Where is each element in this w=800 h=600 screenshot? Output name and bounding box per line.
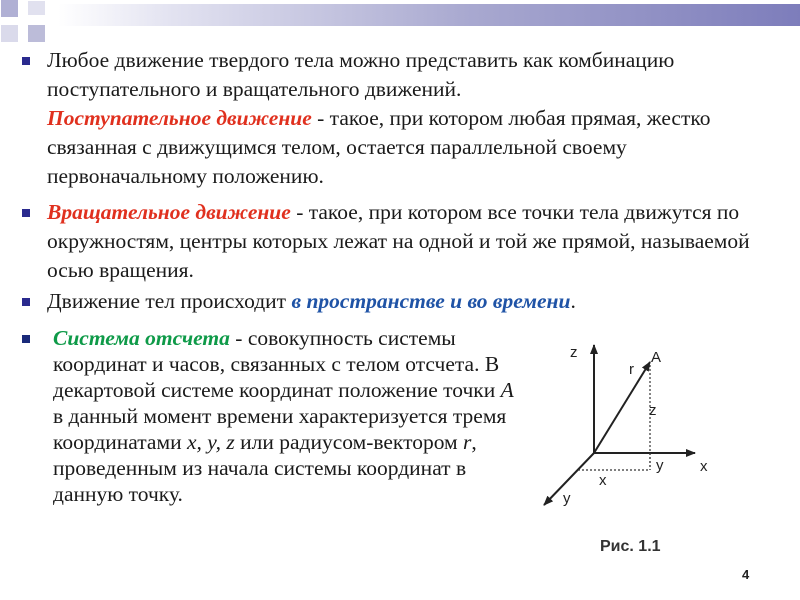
paragraph-space-time	[47, 287, 787, 316]
corner-square-decoration	[1, 0, 18, 17]
y-coordinate-label: y	[656, 457, 664, 474]
y-axis-label: y	[563, 490, 571, 507]
definition-rotational: - такое, при котором все точки тела движутся по окружностям, центры которых лежат на одной и той же прямой, называемой осью вращения.	[47, 200, 750, 282]
radius-vector-line	[594, 362, 650, 453]
corner-square-decoration	[28, 25, 45, 42]
corner-square-decoration	[1, 25, 18, 42]
bullet-icon	[22, 298, 30, 306]
space-time-emphasis: в пространстве и во времени	[291, 289, 571, 313]
paragraph-motion-types	[47, 46, 792, 191]
bullet-icon	[22, 335, 30, 343]
reference-frame-text-3: или радиусом-вектором	[234, 430, 464, 454]
term-rotational: Вращательное движение	[47, 200, 291, 224]
title-bar-decoration	[58, 4, 800, 26]
space-time-start: Движение тел происходит	[47, 289, 292, 313]
intro-text: Любое движение твердого тела можно представить как комбинацию поступательного и вращательного движений.	[47, 48, 675, 101]
reference-frame-text-1: - совокупность системы координат и часов, связанных с телом отсчета. В декартовой системе координат положение точки	[53, 326, 501, 402]
page-number: 4	[742, 567, 750, 582]
reference-frame-text-4: , проведенным из начала системы координат в данную точку.	[53, 430, 477, 506]
term-reference-frame: Система отсчета	[53, 326, 230, 350]
point-a-label: A	[500, 378, 514, 402]
corner-square-decoration	[28, 1, 45, 15]
bullet-icon	[22, 57, 30, 65]
z-coordinate-label: z	[649, 402, 657, 419]
figure-caption: Рис. 1.1	[600, 538, 661, 555]
coordinate-system-diagram	[530, 335, 720, 515]
paragraph-reference-frame	[53, 325, 523, 507]
radius-vector-label: r	[463, 430, 472, 454]
reference-frame-text-2: в данный момент времени характеризуется тремя координатами	[53, 404, 507, 454]
point-a-figure-label: A	[651, 349, 662, 366]
coordinates-label: x, y, z	[186, 430, 235, 454]
definition-translational: - такое, при котором любая прямая, жестко связанная с движущимся телом, остается параллельной своему первоначальному положению.	[47, 106, 711, 188]
z-axis-label: z	[570, 344, 578, 361]
r-vector-label: r	[629, 361, 634, 378]
x-axis-label: x	[700, 458, 708, 475]
x-coordinate-label: x	[599, 472, 607, 489]
space-time-end: .	[570, 289, 576, 313]
term-translational: Поступательное движение	[47, 106, 312, 130]
paragraph-rotational	[47, 198, 787, 285]
bullet-icon	[22, 209, 30, 217]
